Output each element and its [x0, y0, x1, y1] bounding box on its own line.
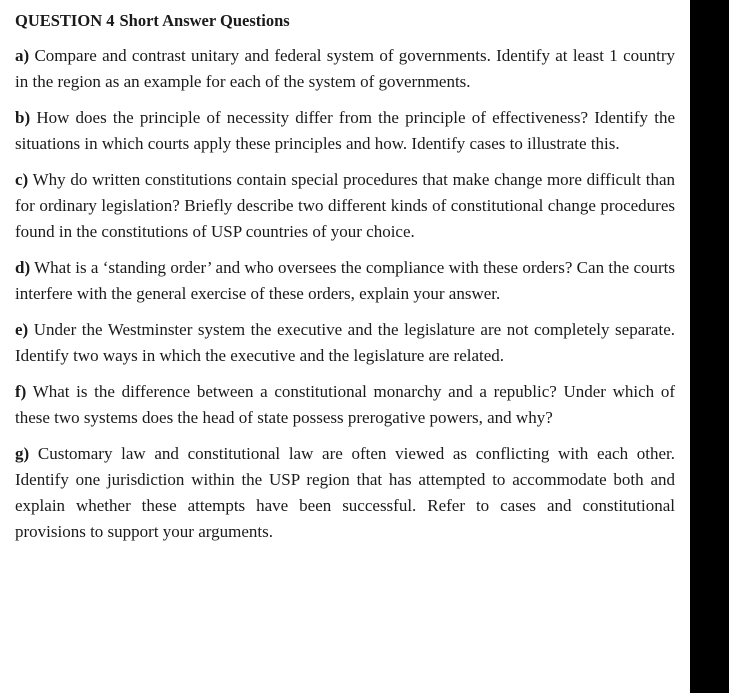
- question-heading: [15, 9, 675, 33]
- question-b: [15, 105, 675, 157]
- question-c: [15, 167, 675, 245]
- question-number: QUESTION 4: [15, 11, 115, 30]
- question-g: [15, 441, 675, 545]
- question-letter: g): [15, 444, 30, 463]
- question-letter: f): [15, 382, 27, 401]
- question-letter: e): [15, 320, 29, 339]
- question-text: Compare and contrast unitary and federal system of governments. Identify at least 1 country in the region as an example for each of the system of governments.: [15, 46, 675, 91]
- question-e: [15, 317, 675, 369]
- question-text: What is a ‘standing order’ and who oversees the compliance with these orders? Can the courts interfere with the general exercise of these orders, explain your answer.: [15, 258, 675, 303]
- question-letter: c): [15, 170, 29, 189]
- question-text: How does the principle of necessity differ from the principle of effectiveness? Identify the situations in which courts apply these principles and how. Identify cases to illustrate this.: [15, 108, 675, 153]
- question-text: Why do written constitutions contain special procedures that make change more difficult than for ordinary legislation? Briefly describe two different kinds of constitutional change procedures found in the constitutions of USP countries of your choice.: [15, 170, 675, 241]
- question-letter: d): [15, 258, 31, 277]
- question-text: Customary law and constitutional law are often viewed as conflicting with each other. Identify one jurisdiction within the USP region that has attempted to accommodate both and explain whether these attempts have been successful. Refer to cases and constitutional provisions to support your arguments.: [15, 444, 676, 541]
- question-letter: b): [15, 108, 31, 127]
- question-title: Short Answer Questions: [119, 11, 290, 30]
- question-f: [15, 379, 675, 431]
- question-text: What is the difference between a constitutional monarchy and a republic? Under which of these two systems does the head of state possess prerogative powers, and why?: [15, 382, 675, 427]
- question-a: [15, 43, 675, 95]
- question-d: [15, 255, 675, 307]
- question-letter: a): [15, 46, 30, 65]
- question-text: Under the Westminster system the executive and the legislature are not completely separate. Identify two ways in which the executive and the legislature are related.: [15, 320, 675, 365]
